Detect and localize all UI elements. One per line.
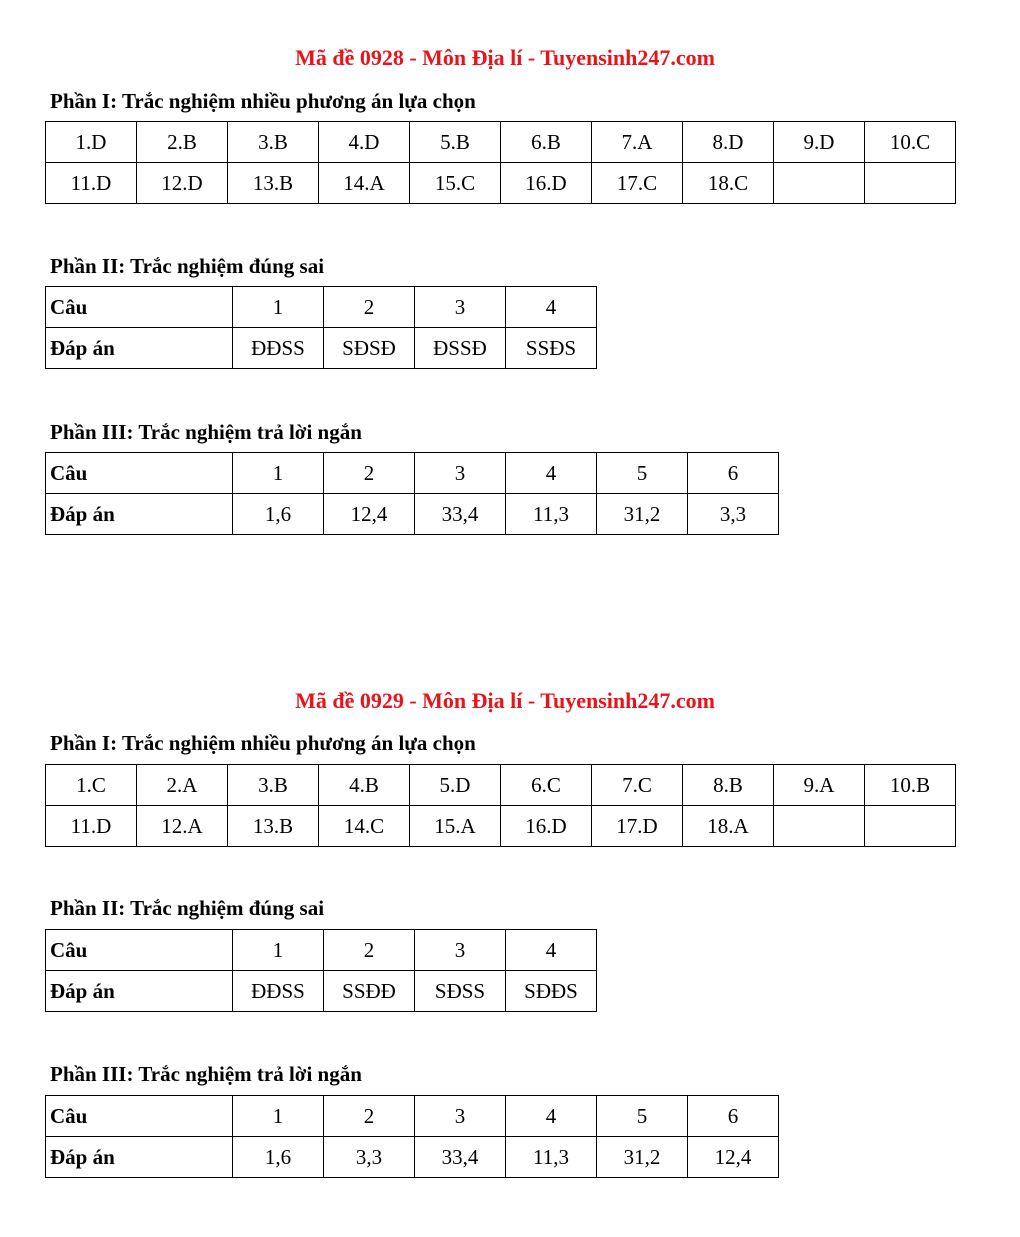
question-cell: 2 xyxy=(324,930,415,971)
answer-cell: 6.C xyxy=(501,765,592,806)
answer-cell: SSĐĐ xyxy=(324,971,415,1012)
answer-cell: 11.D xyxy=(46,806,137,847)
answer-cell: 31,2 xyxy=(597,494,688,535)
table-row xyxy=(46,287,597,328)
question-cell: 2 xyxy=(324,453,415,494)
question-cell: 4 xyxy=(506,1096,597,1137)
answer-cell: 12,4 xyxy=(688,1137,779,1178)
answer-cell: SĐSS xyxy=(415,971,506,1012)
answer-cell: ĐSSĐ xyxy=(415,328,506,369)
row-label-question: Câu xyxy=(46,287,233,328)
answer-cell: 2.B xyxy=(137,122,228,163)
answer-cell: ĐĐSS xyxy=(233,971,324,1012)
question-cell: 6 xyxy=(688,453,779,494)
answer-cell: 17.D xyxy=(592,806,683,847)
question-cell: 4 xyxy=(506,453,597,494)
part2-answer-table xyxy=(45,286,597,369)
answer-cell xyxy=(865,806,956,847)
row-label-answer: Đáp án xyxy=(46,328,233,369)
answer-cell: 4.B xyxy=(319,765,410,806)
question-cell: 6 xyxy=(688,1096,779,1137)
answer-cell: 1.D xyxy=(46,122,137,163)
answer-cell: 13.B xyxy=(228,806,319,847)
table-row xyxy=(46,494,779,535)
answer-cell: 31,2 xyxy=(597,1137,688,1178)
answer-cell: 15.A xyxy=(410,806,501,847)
answer-cell: SĐSĐ xyxy=(324,328,415,369)
answer-cell: 33,4 xyxy=(415,494,506,535)
answer-cell: 3,3 xyxy=(324,1137,415,1178)
answer-cell: 11,3 xyxy=(506,1137,597,1178)
answer-cell: 12.A xyxy=(137,806,228,847)
answer-cell: 4.D xyxy=(319,122,410,163)
row-label-question: Câu xyxy=(46,1096,233,1137)
row-label-answer: Đáp án xyxy=(46,971,233,1012)
table-row xyxy=(46,765,956,806)
answer-cell: 8.B xyxy=(683,765,774,806)
table-row xyxy=(46,930,597,971)
answer-cell: 14.C xyxy=(319,806,410,847)
answer-cell: 7.C xyxy=(592,765,683,806)
table-row xyxy=(46,453,779,494)
part1-title: Phần I: Trắc nghiệm nhiều phương án lựa chọn xyxy=(50,89,476,113)
row-label-question: Câu xyxy=(46,930,233,971)
answer-cell: 16.D xyxy=(501,163,592,204)
answer-cell xyxy=(774,163,865,204)
answer-cell: 10.C xyxy=(865,122,956,163)
answer-cell: 8.D xyxy=(683,122,774,163)
answer-cell: 1.C xyxy=(46,765,137,806)
table-row xyxy=(46,806,956,847)
answer-cell: 5.B xyxy=(410,122,501,163)
part3-title: Phần III: Trắc nghiệm trả lời ngắn xyxy=(50,1062,362,1086)
answer-cell: ĐĐSS xyxy=(233,328,324,369)
part1-answer-table xyxy=(45,764,956,847)
answer-cell: 12.D xyxy=(137,163,228,204)
table-row xyxy=(46,163,956,204)
row-label-answer: Đáp án xyxy=(46,1137,233,1178)
answer-cell: 3.B xyxy=(228,765,319,806)
answer-cell: 9.D xyxy=(774,122,865,163)
answer-cell: 6.B xyxy=(501,122,592,163)
answer-cell: 10.B xyxy=(865,765,956,806)
part1-title: Phần I: Trắc nghiệm nhiều phương án lựa chọn xyxy=(50,731,476,755)
answer-cell: 18.C xyxy=(683,163,774,204)
answer-cell: SĐĐS xyxy=(506,971,597,1012)
part2-title: Phần II: Trắc nghiệm đúng sai xyxy=(50,896,325,920)
answer-cell: 5.D xyxy=(410,765,501,806)
table-row xyxy=(46,122,956,163)
part2-answer-table xyxy=(45,929,597,1012)
question-cell: 4 xyxy=(506,930,597,971)
table-row xyxy=(46,1137,779,1178)
table-row xyxy=(46,328,597,369)
question-cell: 3 xyxy=(415,930,506,971)
question-cell: 5 xyxy=(597,1096,688,1137)
question-cell: 1 xyxy=(233,453,324,494)
question-cell: 1 xyxy=(233,287,324,328)
answer-cell: 11,3 xyxy=(506,494,597,535)
part3-answer-table xyxy=(45,452,779,535)
answer-cell: 12,4 xyxy=(324,494,415,535)
answer-cell: 15.C xyxy=(410,163,501,204)
question-cell: 2 xyxy=(324,1096,415,1137)
answer-cell: 33,4 xyxy=(415,1137,506,1178)
exam-title: Mã đề 0929 - Môn Địa lí - Tuyensinh247.com xyxy=(295,688,715,713)
row-label-question: Câu xyxy=(46,453,233,494)
answer-cell: SSĐS xyxy=(506,328,597,369)
part2-title: Phần II: Trắc nghiệm đúng sai xyxy=(50,254,325,278)
answer-cell: 16.D xyxy=(501,806,592,847)
answer-cell: 18.A xyxy=(683,806,774,847)
answer-cell: 1,6 xyxy=(233,494,324,535)
answer-cell: 2.A xyxy=(137,765,228,806)
part3-title: Phần III: Trắc nghiệm trả lời ngắn xyxy=(50,420,362,444)
table-row xyxy=(46,971,597,1012)
question-cell: 3 xyxy=(415,1096,506,1137)
exam-title: Mã đề 0928 - Môn Địa lí - Tuyensinh247.com xyxy=(295,45,715,70)
part3-answer-table xyxy=(45,1095,779,1178)
answer-cell: 11.D xyxy=(46,163,137,204)
question-cell: 2 xyxy=(324,287,415,328)
answer-cell: 3.B xyxy=(228,122,319,163)
answer-cell: 7.A xyxy=(592,122,683,163)
answer-cell xyxy=(865,163,956,204)
answer-cell: 14.A xyxy=(319,163,410,204)
question-cell: 1 xyxy=(233,1096,324,1137)
question-cell: 3 xyxy=(415,287,506,328)
question-cell: 4 xyxy=(506,287,597,328)
answer-cell: 13.B xyxy=(228,163,319,204)
question-cell: 5 xyxy=(597,453,688,494)
row-label-answer: Đáp án xyxy=(46,494,233,535)
answer-cell: 17.C xyxy=(592,163,683,204)
question-cell: 1 xyxy=(233,930,324,971)
answer-cell xyxy=(774,806,865,847)
part1-answer-table xyxy=(45,121,956,204)
table-row xyxy=(46,1096,779,1137)
answer-cell: 9.A xyxy=(774,765,865,806)
answer-cell: 1,6 xyxy=(233,1137,324,1178)
answer-cell: 3,3 xyxy=(688,494,779,535)
question-cell: 3 xyxy=(415,453,506,494)
